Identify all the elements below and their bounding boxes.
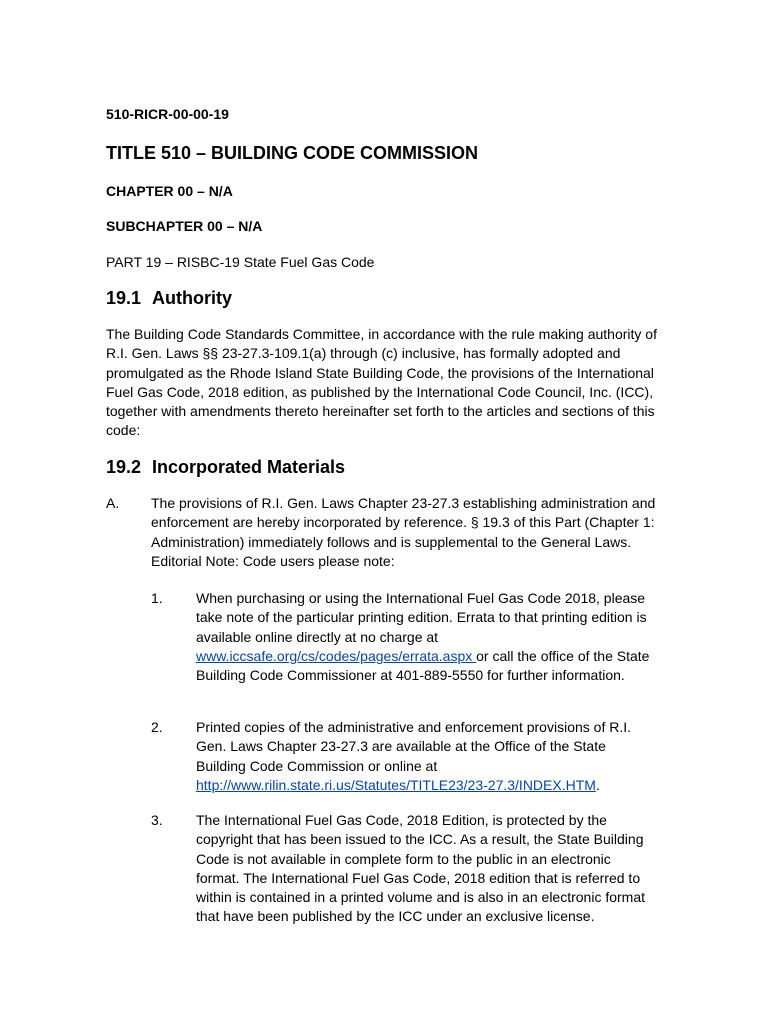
list-marker: 2. <box>151 719 163 735</box>
section-number: 19.2 <box>106 457 142 477</box>
text-after-link: or call the office of the State Building Code Commissioner at 401-889-5550 for further information. <box>196 647 650 684</box>
part-heading: PART 19 – RISBC-19 State Fuel Gas Code <box>106 254 375 270</box>
list-item-text <box>196 811 651 927</box>
document-title: TITLE 510 – BUILDING CODE COMMISSION <box>106 143 479 163</box>
section-number: 19.1 <box>106 288 142 308</box>
section-heading-authority <box>106 288 232 309</box>
item-text: The International Fuel Gas Code, 2018 Edition, is protected by the copyright that has been issued to the ICC. As a result, the State Building Code is not available in complete form to the public in an electronic format. The International Fuel Gas Code, 2018 edition that is referred to within is contained in a printed volume and is also in an electronic format that have been published by the ICC under an exclusive license. <box>196 812 646 925</box>
section-heading-incorporated-materials <box>106 457 345 478</box>
document-id: 510-RICR-00-00-19 <box>106 106 229 122</box>
sub-list-item-3 <box>151 811 651 927</box>
errata-link[interactable]: www.iccsafe.org/cs/codes/pages/errata.aspx <box>196 647 477 664</box>
section-title: Incorporated Materials <box>152 457 346 477</box>
authority-paragraph: The Building Code Standards Committee, in accordance with the rule making authority of R.I. Gen. Laws §§ 23-27.3-109.1(a) through (c) inclusive, has formally adopted and promulgated as the Rhode Island State Building Code, the provisions of the International Fuel Gas Code, 2018 edition, as published by the International Code Council, Inc. (ICC), together with amendments thereto hereinafter set forth to the articles and sections of this code: <box>106 326 657 439</box>
sub-list-item-2 <box>151 718 651 795</box>
list-item-text: The provisions of R.I. Gen. Laws Chapter 23-27.3 establishing administration and enforcement are hereby incorporated by reference. § 19.3 of this Part (Chapter 1: Administration) immediately follows and is supplemental to the General Laws. Editorial Note: Code users please note: <box>151 495 656 569</box>
chapter-heading: CHAPTER 00 – N/A <box>106 183 233 199</box>
list-marker: 3. <box>151 812 163 828</box>
list-marker: A. <box>106 495 120 511</box>
text-after-link: . <box>595 776 600 793</box>
section-title: Authority <box>152 288 232 308</box>
list-item-text <box>196 589 651 685</box>
sub-list-item-1 <box>151 589 651 685</box>
list-marker: 1. <box>151 590 163 606</box>
subchapter-heading: SUBCHAPTER 00 – N/A <box>106 218 263 234</box>
text-before-link: Printed copies of the administrative and enforcement provisions of R.I. Gen. Laws Chapter 23-27.3 are available at the Office of the State Building Code Commission or online at <box>196 719 631 774</box>
list-item-a <box>106 494 666 571</box>
statutes-link[interactable]: http://www.rilin.state.ri.us/Statutes/TITLE23/23-27.3/INDEX.HTM <box>196 776 596 793</box>
text-before-link: When purchasing or using the International Fuel Gas Code 2018, please take note of the particular printing edition. Errata to that printing edition is available online directly at no charge at <box>196 590 647 645</box>
list-item-text <box>196 718 651 795</box>
